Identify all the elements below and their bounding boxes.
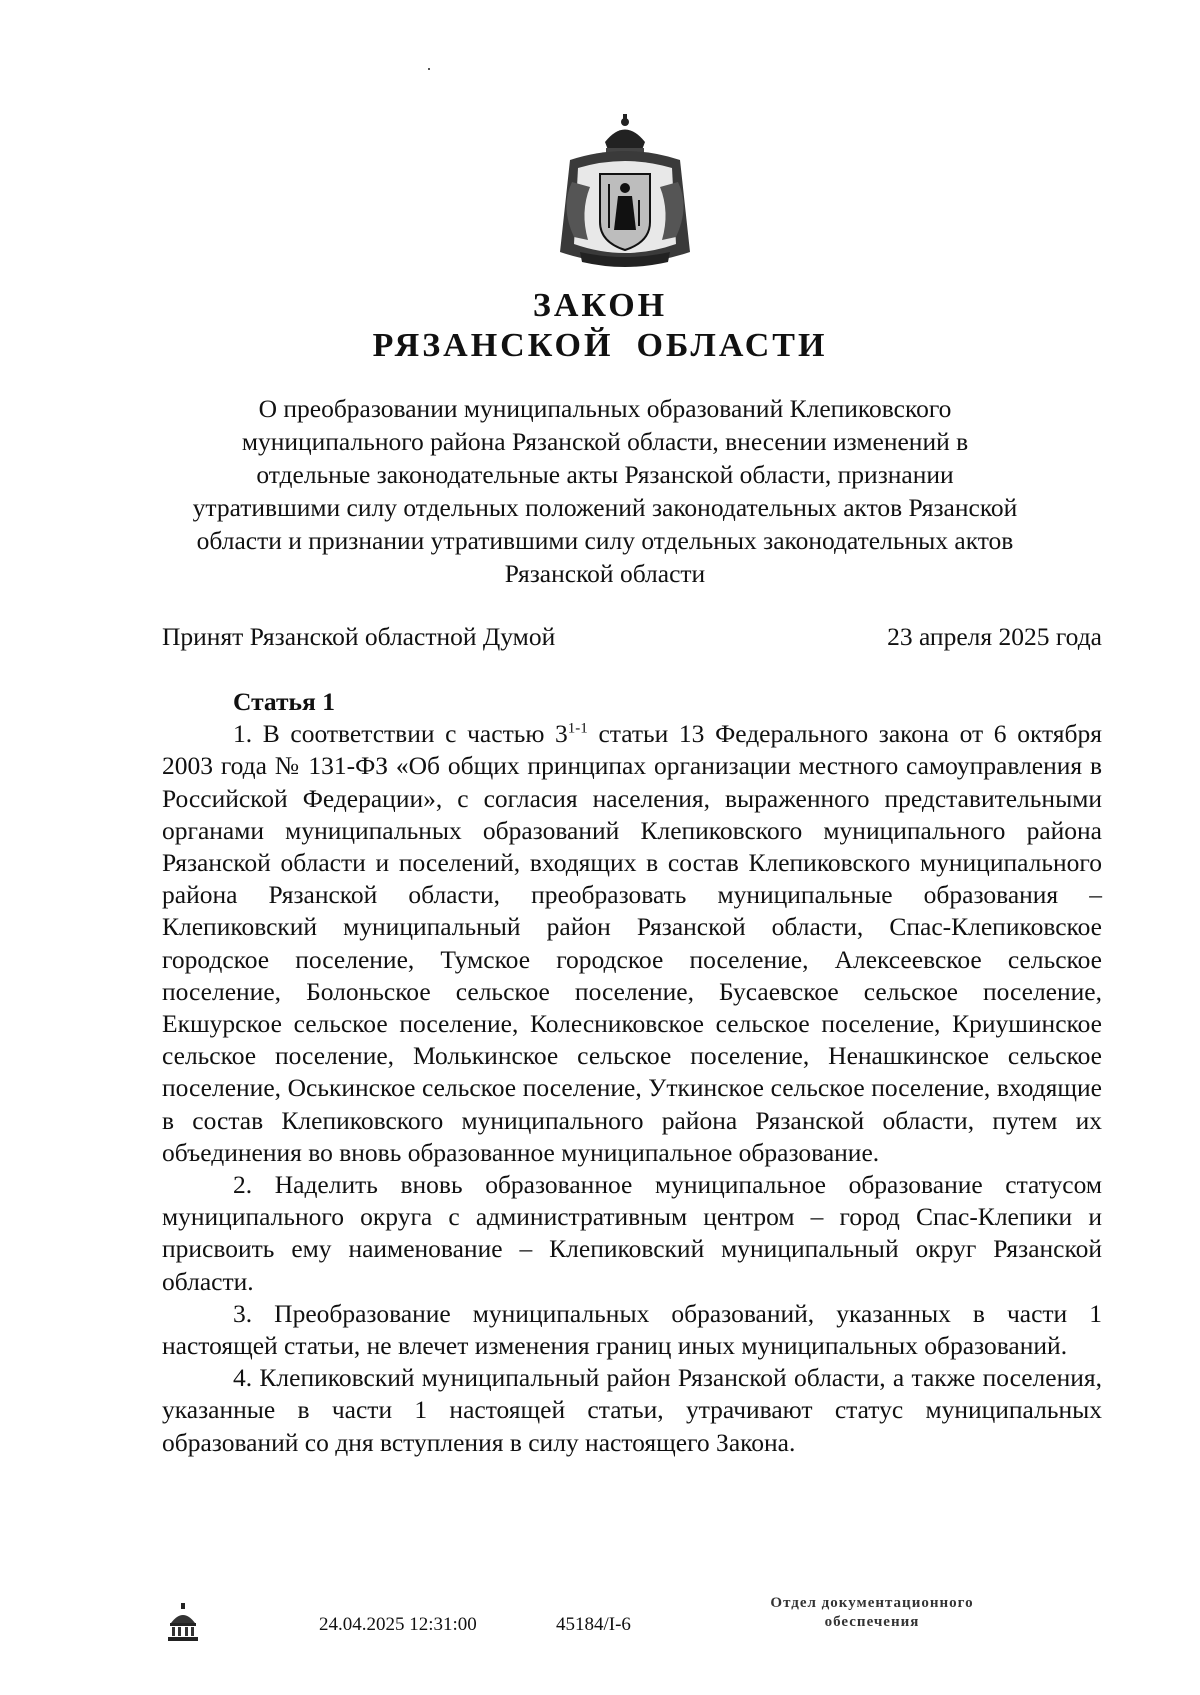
paragraph-1-start: 1. В соответствии с частью 3 — [233, 719, 568, 749]
scan-speck — [428, 68, 430, 70]
paragraph-1-rest: статьи 13 Федерального закона от 6 октября 2003 года № 131-ФЗ «Об общих принципах организации местного самоуправления в Российской Федерации», с согласия населения, выраженного представительными органами муниципальных образований Клепиковского муниципального района Рязанской области и поселений, входящих в состав Клепиковского муниципального района Рязанской области, преобразовать муниципальные образования – Клепиковский муниципальный район Рязанской области, Спас-Клепиковское городское поселение, Тумское городское поселение, Алексеевское сельское поселение, Болоньское сельское поселение, Бусаевское сельское поселение, Екшурское сельское поселение, Колесниковское сельское поселение, Криушинское сельское поселение, Молькинское сельское поселение, Ненашкинское сельское поселение, Оськинское сельское поселение, Уткинское сельское поселение, входящие в состав Клепиковского муниципального района Рязанской области, путем их объединения во вновь образованное муниципальное образование. — [162, 719, 1102, 1167]
adopted-by: Принят Рязанской областной Думой — [162, 622, 556, 651]
stamp-line-2: обеспечения — [824, 1614, 920, 1630]
article-heading: Статья 1 — [233, 687, 335, 716]
paragraph-1-superscript: 1-1 — [567, 720, 588, 737]
law-title-line1: ЗАКОН — [532, 287, 668, 324]
adoption-line — [162, 620, 1102, 653]
adopted-date: 23 апреля 2025 года — [887, 622, 1102, 651]
law-title-line2: РЯЗАНСКОЙ ОБЛАСТИ — [372, 327, 828, 364]
department-stamp — [722, 1594, 1022, 1632]
registration-number: 45184/I-6 — [556, 1614, 631, 1635]
article-1 — [162, 686, 1102, 1459]
article-paragraph-4: 4. Клепиковский муниципальный район Рязанской области, а также поселения, указанные в части 1 настоящей статьи, утрачивают статус муниципальных образований со дня вступления в силу настоящего Закона. — [162, 1363, 1102, 1457]
article-paragraph-1 — [162, 718, 1102, 1169]
registration-datetime: 24.04.2025 12:31:00 — [319, 1614, 477, 1635]
article-paragraph-3: 3. Преобразование муниципальных образований, указанных в части 1 настоящей статьи, не влечет изменения границ иных муниципальных образований. — [162, 1298, 1102, 1361]
coat-of-arms-icon — [550, 112, 700, 277]
law-title — [0, 286, 1200, 366]
stamp-line-1: Отдел документационного — [770, 1595, 974, 1611]
law-subtitle: О преобразовании муниципальных образований Клепиковского муниципального района Рязанской области, внесении изменений в отдельные законодательные акты Рязанской области, признании утратившими силу отдельных положений законодательных актов Рязанской области и признании утратившими силу отдельных законодательных актов Рязанской области — [192, 394, 1018, 588]
article-paragraph-2: 2. Наделить вновь образованное муниципальное образование статусом муниципального округа с административным центром – город Спас-Клепики и присвоить ему наименование – Клепиковский муниципальный округ Рязанской области. — [162, 1170, 1102, 1296]
duma-logo-icon — [166, 1603, 200, 1643]
